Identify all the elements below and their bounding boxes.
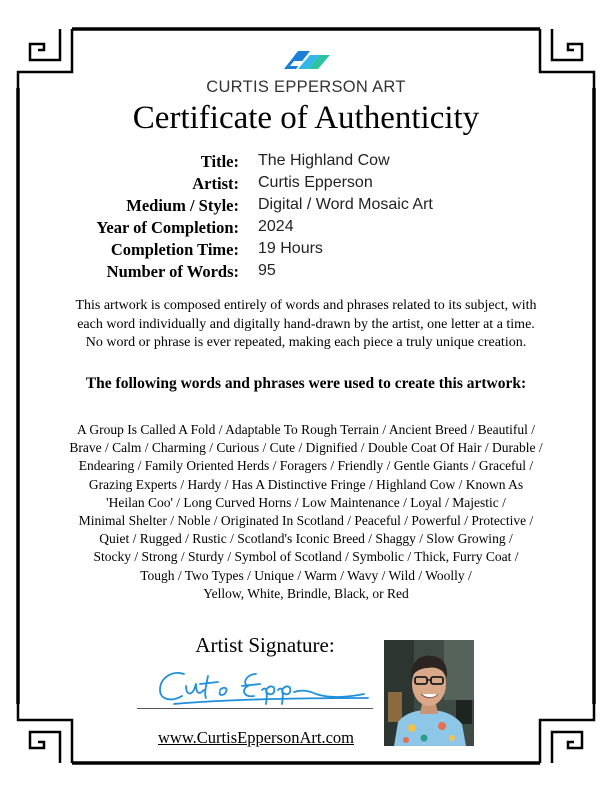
logo-mark-icon [278, 45, 334, 73]
detail-value: Curtis Epperson [258, 174, 373, 191]
detail-value: Digital / Word Mosaic Art [258, 196, 433, 213]
word-list-line: Grazing Experts / Hardy / Has A Distinctive Fringe / Highland Cow / Known As [88, 476, 524, 492]
detail-row-title [0, 152, 612, 174]
artwork-description [40, 297, 572, 353]
word-list-line: Endearing / Family Oriented Herds / Foragers / Friendly / Gentle Giants / Graceful / [78, 458, 534, 474]
word-list-line: Tough / Two Types / Unique / Warm / Wavy / Wild / Woolly / [140, 567, 472, 583]
word-list [38, 421, 574, 603]
corner-ornament-bottom-right [540, 704, 594, 763]
description-line: No word or phrase is ever repeated, making each piece a truly unique creation. [85, 335, 527, 350]
word-list-line: Brave / Calm / Charming / Curious / Cute / Dignified / Double Coat Of Hair / Durable / [69, 440, 543, 456]
detail-row-year [0, 218, 612, 240]
brand-name: CURTIS EPPERSON ART [206, 78, 406, 96]
detail-value: The Highland Cow [258, 152, 390, 169]
description-line: This artwork is composed entirely of words and phrases related to its subject, with [75, 298, 537, 313]
detail-label: Artist: [192, 174, 239, 193]
words-heading: The following words and phrases were used to create this artwork: [85, 375, 527, 392]
corner-ornament-bottom-left [18, 704, 72, 763]
detail-row-medium [0, 196, 612, 218]
detail-label: Number of Words: [106, 262, 239, 281]
detail-label: Medium / Style: [126, 196, 239, 215]
handwritten-signature [138, 664, 378, 712]
signature-line [137, 708, 373, 709]
page-title: Certificate of Authenticity [132, 100, 480, 136]
signature-label: Artist Signature: [195, 633, 335, 657]
word-list-line: 'Heilan Coo' / Long Curved Horns / Low Maintenance / Loyal / Majestic / [106, 494, 506, 510]
detail-row-artist [0, 174, 612, 196]
detail-value: 95 [258, 262, 276, 279]
detail-row-time [0, 240, 612, 262]
detail-row-word-count [0, 262, 612, 284]
detail-label: Title: [200, 152, 239, 171]
word-list-line: A Group Is Called A Fold / Adaptable To Rough Terrain / Ancient Breed / Beautiful / [76, 422, 536, 437]
artist-photo [384, 640, 474, 746]
word-list-line: Yellow, White, Brindle, Black, or Red [203, 585, 409, 601]
brand-logo [0, 45, 612, 97]
word-list-line: Quiet / Rugged / Rustic / Scotland's Iconic Breed / Shaggy / Slow Growing / [99, 531, 513, 547]
detail-label: Completion Time: [110, 240, 239, 259]
description-line: each word individually and digitally hand-drawn by the artist, one letter at a time. [77, 316, 535, 332]
word-list-line: Minimal Shelter / Noble / Originated In Scotland / Peaceful / Powerful / Protective / [78, 513, 534, 529]
detail-value: 2024 [258, 218, 294, 235]
website-link[interactable]: www.CurtisEppersonArt.com [158, 728, 354, 747]
detail-value: 19 Hours [258, 240, 323, 257]
detail-label: Year of Completion: [96, 218, 239, 237]
artwork-details [0, 152, 612, 284]
word-list-line: Stocky / Strong / Sturdy / Symbol of Scotland / Symbolic / Thick, Furry Coat / [93, 549, 519, 565]
